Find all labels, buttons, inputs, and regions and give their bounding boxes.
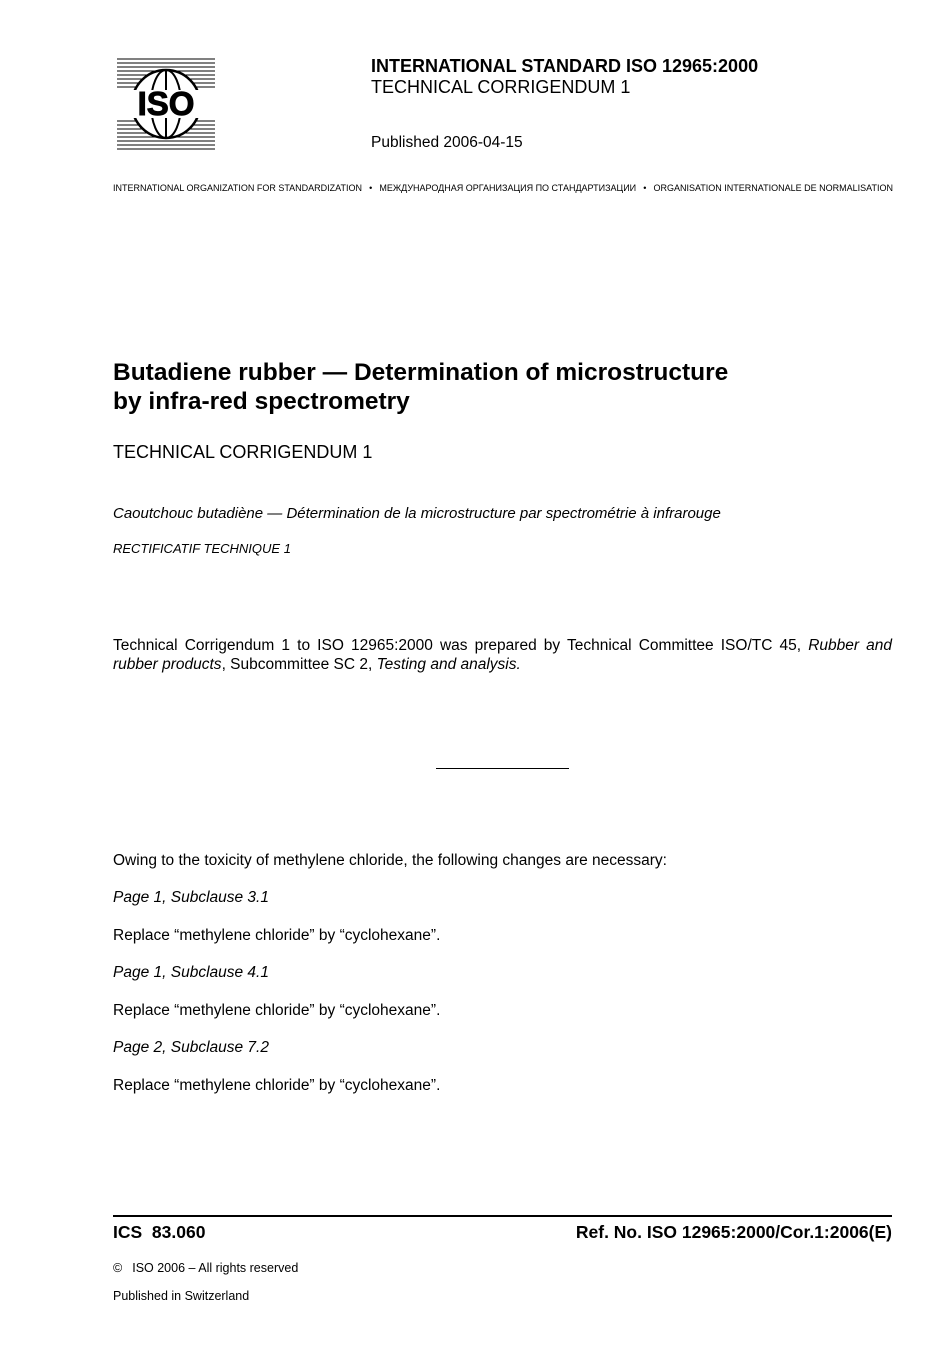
change-location: Page 1, Subclause 4.1 <box>113 964 269 981</box>
changes-intro: Owing to the toxicity of methylene chloride, the following changes are necessary: <box>113 852 667 869</box>
section-divider <box>436 768 569 769</box>
copyright-notice <box>113 1261 298 1275</box>
subcommittee-name: Testing and analysis. <box>376 655 521 673</box>
committee-name: Rubber and rubber products <box>113 637 892 673</box>
organization-line <box>113 183 893 193</box>
published-in: Published in Switzerland <box>113 1289 250 1303</box>
footer-rule <box>113 1215 892 1217</box>
change-location: Page 1, Subclause 3.1 <box>113 889 269 906</box>
ics-code: ICS 83.060 <box>113 1222 206 1242</box>
org-name-french: ORGANISATION INTERNATIONALE DE NORMALISATION <box>653 183 893 193</box>
preparation-text-part2: , Subcommittee SC 2, <box>221 655 377 673</box>
document-subtitle: TECHNICAL CORRIGENDUM 1 <box>113 442 373 462</box>
change-instruction: Replace “methylene chloride” by “cyclohexane”. <box>113 1077 441 1094</box>
preparation-text-part1: Technical Corrigendum 1 to ISO 12965:2000 was prepared by Technical Committee ISO/TC 45, <box>113 637 809 654</box>
document-title-line2: by infra-red spectrometry <box>113 388 410 415</box>
change-instruction: Replace “methylene chloride” by “cyclohexane”. <box>113 1002 441 1019</box>
standard-subtitle: TECHNICAL CORRIGENDUM 1 <box>371 77 631 97</box>
org-name-english: INTERNATIONAL ORGANIZATION FOR STANDARDIZATION <box>113 183 363 193</box>
french-subtitle: RECTIFICATIF TECHNIQUE 1 <box>113 541 291 556</box>
org-name-russian: МЕЖДУНАРОДНАЯ ОРГАНИЗАЦИЯ ПО СТАНДАРТИЗАЦИИ <box>379 183 637 193</box>
reference-number: Ref. No. ISO 12965:2000/Cor.1:2006(E) <box>575 1222 892 1242</box>
preparation-paragraph <box>113 637 892 674</box>
document-title <box>113 358 728 416</box>
iso-logo <box>117 57 215 151</box>
bullet-separator: • <box>369 183 373 193</box>
french-title: Caoutchouc butadiène — Détermination de la microstructure par spectrométrie à infrarouge <box>113 505 721 522</box>
bullet-separator: • <box>643 183 647 193</box>
copyright-text: ISO 2006 – All rights reserved <box>132 1261 299 1275</box>
copyright-icon: © <box>113 1261 123 1275</box>
document-title-line1: Butadiene rubber — Determination of microstructure <box>113 359 729 386</box>
standard-title: INTERNATIONAL STANDARD ISO 12965:2000 <box>371 56 759 76</box>
change-location: Page 2, Subclause 7.2 <box>113 1039 269 1056</box>
iso-logo-text: ISO <box>137 85 195 122</box>
change-instruction: Replace “methylene chloride” by “cyclohexane”. <box>113 927 441 944</box>
published-date: Published 2006-04-15 <box>371 134 523 151</box>
